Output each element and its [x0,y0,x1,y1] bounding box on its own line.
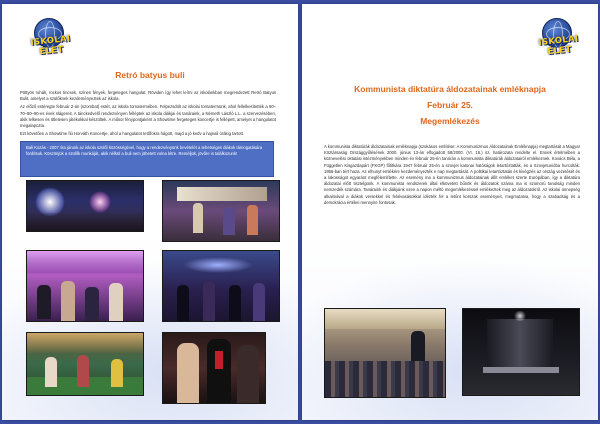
party-photo-5 [26,332,144,396]
left-article-body [20,90,276,137]
right-article-body [324,144,580,206]
ceremony-photo-2 [462,308,580,396]
logo-text: ISKOLAI ÉLET [30,33,71,58]
right-page [302,4,598,420]
right-subheadline: Megemlékezés [420,116,480,126]
right-paragraph: A kommunista diktatúrák áldozatainak emléknapja (szokásos említése: A Kommunizmus Áldozatainak Emléknapja) megtartását a Magyar Köztársaság Országgyűlésének 2000. június 13-án elfogadott 58/2000. (VI. 16.) sz. határozata rendelte el. Ennek értelmében a köznevelési oktatási intézményekben minden év február 25-én tanórán a kommunista diktatúrák áldozatairól emlékeznek. Kovács Béla, a Független Kisgazdapárt (FKGP) főtitkára 1947 február 25-én a szovjet katonai hatóságok letartóztatták, és a Szovjetunióba hurcolták. 1956-ban tért haza. Az elhunyt emlékére kezdeményezték e nap megtartását. A politikai letartóztatás és kivégzés az ország vezetését és a lakosságot egyaránt megfélemlítette. Az esemény ma a kommunizmus áldozatainak állít emléket szerte Európában, így a diktatúra áldozatai előtt tisztelgünk. A kommunista rendszerek által elkövetett bűnök és áldozatok száma ma is szomorú tanulság minden nemzedék számára. Tanáraink és diákjaink ezen a napon méltó megemlékezéssel emlékeztek meg az áldozatokról. Az iskolai ünnepség alkalmával a diákok versekkel és felolvasásokkal idézték fel a letűnt korszak eseményeit, megmutatva, hogy a szabadság és a demokrácia értékei mennyire fontosak. [324,144,580,205]
right-headline: Kommunista diktatúra áldozatainak emléknapja [354,84,546,94]
party-photo-6 [162,332,266,404]
left-paragraph-1: Pöttyös ruhák, rockos tincsek, színes fények, fergeteges hangulat. Röviden így lehet leírni az iskolánkban megrendezett Retró Batyus Bulit, amelyet a szülőknek kezdeményeztek az iskola. [20,90,276,102]
caption-box: Bali Kozás - 2007 óta járunk az iskola szülői közösségével, hogy a rendezvényünk bevételét a tehetséges diákok támogatására fordítsuk. Köszönjük a szülők munkáját, akik nélkül a buli nem jöhetett volna létre. Reméljük, jövőre is találkozunk! [20,141,274,177]
school-life-logo [20,18,82,58]
party-photo-2 [162,180,280,242]
party-photo-4 [162,250,280,322]
left-paragraph-3: Ezt követően a Showtime fiú Horváth Koncertje, ahol a hangulatot tetőfokra hágott, majd a jó kedv a hajnali órákig tartott. [20,131,244,137]
left-headline: Retró batyus buli [115,70,185,80]
party-photo-1 [26,180,144,232]
party-photo-3 [26,250,144,322]
school-life-logo-right [528,18,590,58]
logo-text-right: ISKOLAI ÉLET [538,33,579,58]
left-paragraph-2: Az előző estéregte február 2-án (szombat) estét, az iskola tornatermében. Felpezsdült az iskolai tornatermünk, ahol fellelkesítették a 60–70–80–90-es évek slágereit. A tánckedvelő rendezvényen felléptek az iskola diákjai és tanáraink, a Németh László L.L. a szervezésében, akik lelkesen és ötletesen játékokkal készültek. A műsor fénypontjaként a Showtime fergeteges koncertje is fellépett, amelyet a hangulatot megalapozta. [20,104,276,129]
commemoration-date: Február 25. [427,100,473,110]
left-page [2,4,298,420]
ceremony-photo-1 [324,308,446,398]
